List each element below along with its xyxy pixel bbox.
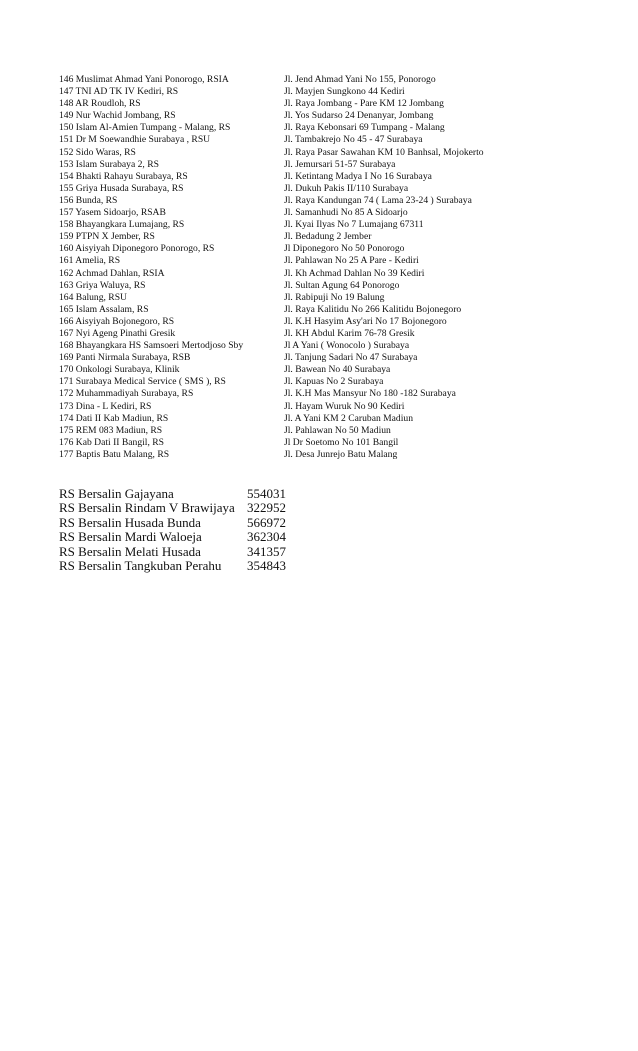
table-row bbox=[59, 219, 619, 231]
table-row bbox=[59, 231, 619, 243]
table-row bbox=[59, 159, 619, 171]
maternity-name: RS Bersalin Melati Husada bbox=[59, 544, 201, 559]
hospital-name: 154 Bhakti Rahayu Surabaya, RS bbox=[59, 170, 188, 182]
hospital-name: 160 Aisyiyah Diponegoro Ponorogo, RS bbox=[59, 243, 215, 255]
hospital-address: Jl. Bawean No 40 Surabaya bbox=[284, 364, 391, 376]
table-row bbox=[59, 340, 619, 352]
hospital-address: Jl. Kh Achmad Dahlan No 39 Kediri bbox=[284, 267, 425, 279]
hospital-name: 152 Sido Waras, RS bbox=[59, 146, 136, 158]
hospital-name: 170 Onkologi Surabaya, Klinik bbox=[59, 364, 180, 376]
table-row bbox=[59, 255, 619, 267]
hospital-address: Jl. Hayam Wuruk No 90 Kediri bbox=[284, 400, 405, 412]
hospital-address: Jl. Raya Kalitidu No 266 Kalitidu Bojonegoro bbox=[284, 303, 462, 315]
hospital-address: Jl. Pahlawan No 25 A Pare - Kediri bbox=[284, 255, 419, 267]
table-row bbox=[59, 328, 619, 340]
table-row bbox=[59, 304, 619, 316]
table-row bbox=[59, 516, 299, 530]
table-row bbox=[59, 530, 299, 544]
hospital-name: 167 Nyi Ageng Pinathi Gresik bbox=[59, 327, 176, 339]
table-row bbox=[59, 413, 619, 425]
table-row bbox=[59, 86, 619, 98]
hospital-address: Jl. Rabipuji No 19 Balung bbox=[284, 291, 385, 303]
maternity-name: RS Bersalin Husada Bunda bbox=[59, 515, 201, 530]
hospital-address: Jl. K.H Hasyim Asy'ari No 17 Bojonegoro bbox=[284, 315, 447, 327]
hospital-address: Jl. Raya Pasar Sawahan KM 10 Banhsal, Mojokerto bbox=[284, 146, 484, 158]
hospital-address: Jl Diponegoro No 50 Ponorogo bbox=[284, 243, 405, 255]
table-row bbox=[59, 487, 299, 501]
table-row bbox=[59, 268, 619, 280]
table-row bbox=[59, 437, 619, 449]
hospital-name: 176 Kab Dati II Bangil, RS bbox=[59, 436, 164, 448]
maternity-code: 362304 bbox=[247, 529, 286, 545]
hospital-address: Jl. Kapuas No 2 Surabaya bbox=[284, 376, 384, 388]
table-row bbox=[59, 280, 619, 292]
table-row bbox=[59, 183, 619, 195]
maternity-name: RS Bersalin Mardi Waloeja bbox=[59, 530, 202, 545]
hospital-name: 146 Muslimat Ahmad Yani Ponorogo, RSIA bbox=[59, 74, 229, 85]
table-row bbox=[59, 545, 299, 559]
hospital-name: 156 Bunda, RS bbox=[59, 194, 118, 206]
table-row bbox=[59, 110, 619, 122]
hospital-name: 171 Surabaya Medical Service ( SMS ), RS bbox=[59, 376, 226, 388]
hospital-name: 174 Dati II Kab Madiun, RS bbox=[59, 412, 169, 424]
hospital-address: Jl. Ketintang Madya I No 16 Surabaya bbox=[284, 170, 432, 182]
hospital-address: Jl. KH Abdul Karim 76-78 Gresik bbox=[284, 327, 415, 339]
table-row bbox=[59, 207, 619, 219]
hospital-name: 173 Dina - L Kediri, RS bbox=[59, 400, 152, 412]
hospital-address: Jl A Yani ( Wonocolo ) Surabaya bbox=[284, 340, 410, 352]
hospital-name: 175 REM 083 Madiun, RS bbox=[59, 424, 163, 436]
maternity-hospital-table bbox=[59, 487, 299, 573]
table-row bbox=[59, 74, 619, 86]
hospital-address: Jl. Raya Jombang - Pare KM 12 Jombang bbox=[284, 98, 444, 110]
hospital-name: 172 Muhammadiyah Surabaya, RS bbox=[59, 388, 194, 400]
hospital-name: 147 TNI AD TK IV Kediri, RS bbox=[59, 86, 179, 98]
hospital-name: 165 Islam Assalam, RS bbox=[59, 303, 149, 315]
hospital-address: Jl. Bedadung 2 Jember bbox=[284, 231, 372, 243]
hospital-address: Jl. Jemursari 51-57 Surabaya bbox=[284, 158, 396, 170]
table-row bbox=[59, 134, 619, 146]
hospital-name: 162 Achmad Dahlan, RSIA bbox=[59, 267, 165, 279]
hospital-name: 166 Aisyiyah Bojonegoro, RS bbox=[59, 315, 175, 327]
hospital-address: Jl. Mayjen Sungkono 44 Kediri bbox=[284, 86, 405, 98]
table-row bbox=[59, 449, 619, 461]
table-row bbox=[59, 122, 619, 134]
table-row bbox=[59, 352, 619, 364]
hospital-name: 168 Bhayangkara HS Samsoeri Mertodjoso Sby bbox=[59, 340, 244, 352]
hospital-name: 157 Yasem Sidoarjo, RSAB bbox=[59, 207, 166, 219]
hospital-address: Jl. Jend Ahmad Yani No 155, Ponorogo bbox=[284, 74, 436, 85]
table-row bbox=[59, 559, 299, 573]
hospital-address: Jl. K.H Mas Mansyur No 180 -182 Surabaya bbox=[284, 388, 456, 400]
hospital-address: Jl. Raya Kebonsari 69 Tumpang - Malang bbox=[284, 122, 445, 134]
hospital-name: 155 Griya Husada Surabaya, RS bbox=[59, 182, 184, 194]
table-row bbox=[59, 171, 619, 183]
table-row bbox=[59, 376, 619, 388]
maternity-code: 554031 bbox=[247, 486, 286, 501]
table-row bbox=[59, 425, 619, 437]
hospital-name: 169 Panti Nirmala Surabaya, RSB bbox=[59, 352, 191, 364]
maternity-name: RS Bersalin Gajayana bbox=[59, 487, 174, 501]
hospital-name: 151 Dr M Soewandhie Surabaya , RSU bbox=[59, 134, 211, 146]
maternity-code: 566972 bbox=[247, 514, 286, 530]
maternity-code: 322952 bbox=[247, 500, 286, 516]
hospital-name: 159 PTPN X Jember, RS bbox=[59, 231, 155, 243]
hospital-table bbox=[59, 74, 619, 461]
hospital-address: Jl. Yos Sudarso 24 Denanyar, Jombang bbox=[284, 110, 434, 122]
hospital-name: 150 Islam Al-Amien Tumpang - Malang, RS bbox=[59, 122, 231, 134]
hospital-name: 148 AR Roudloh, RS bbox=[59, 98, 141, 110]
maternity-name: RS Bersalin Rindam V Brawijaya bbox=[59, 501, 235, 516]
table-row bbox=[59, 98, 619, 110]
table-row bbox=[59, 401, 619, 413]
hospital-address: Jl. Samanhudi No 85 A Sidoarjo bbox=[284, 207, 408, 219]
table-row bbox=[59, 316, 619, 328]
table-row bbox=[59, 147, 619, 159]
hospital-address: Jl. Tambakrejo No 45 - 47 Surabaya bbox=[284, 134, 423, 146]
table-row bbox=[59, 292, 619, 304]
hospital-address: Jl. Dukuh Pakis II/110 Surabaya bbox=[284, 182, 409, 194]
hospital-address: Jl. Desa Junrejo Batu Malang bbox=[284, 448, 398, 460]
hospital-address: Jl. A Yani KM 2 Caruban Madiun bbox=[284, 412, 413, 424]
hospital-name: 164 Balung, RSU bbox=[59, 291, 127, 303]
hospital-address: Jl. Kyai Ilyas No 7 Lumajang 67311 bbox=[284, 219, 424, 231]
hospital-address: Jl. Sultan Agung 64 Ponorogo bbox=[284, 279, 400, 291]
hospital-name: 153 Islam Surabaya 2, RS bbox=[59, 158, 159, 170]
hospital-name: 177 Baptis Batu Malang, RS bbox=[59, 448, 170, 460]
table-row bbox=[59, 243, 619, 255]
table-row bbox=[59, 501, 299, 515]
hospital-name: 149 Nur Wachid Jombang, RS bbox=[59, 110, 176, 122]
maternity-code: 341357 bbox=[247, 543, 286, 559]
hospital-name: 158 Bhayangkara Lumajang, RS bbox=[59, 219, 185, 231]
hospital-name: 161 Amelia, RS bbox=[59, 255, 121, 267]
maternity-code: 354843 bbox=[247, 557, 286, 573]
table-row bbox=[59, 364, 619, 376]
table-row bbox=[59, 195, 619, 207]
maternity-name: RS Bersalin Tangkuban Perahu bbox=[59, 558, 222, 573]
hospital-name: 163 Griya Waluya, RS bbox=[59, 279, 146, 291]
hospital-address: Jl. Pahlawan No 50 Madiun bbox=[284, 424, 391, 436]
hospital-address: Jl. Raya Kandungan 74 ( Lama 23-24 ) Surabaya bbox=[284, 194, 472, 206]
hospital-address: Jl Dr Soetomo No 101 Bangil bbox=[284, 436, 399, 448]
table-row bbox=[59, 388, 619, 400]
hospital-address: Jl. Tanjung Sadari No 47 Surabaya bbox=[284, 352, 418, 364]
